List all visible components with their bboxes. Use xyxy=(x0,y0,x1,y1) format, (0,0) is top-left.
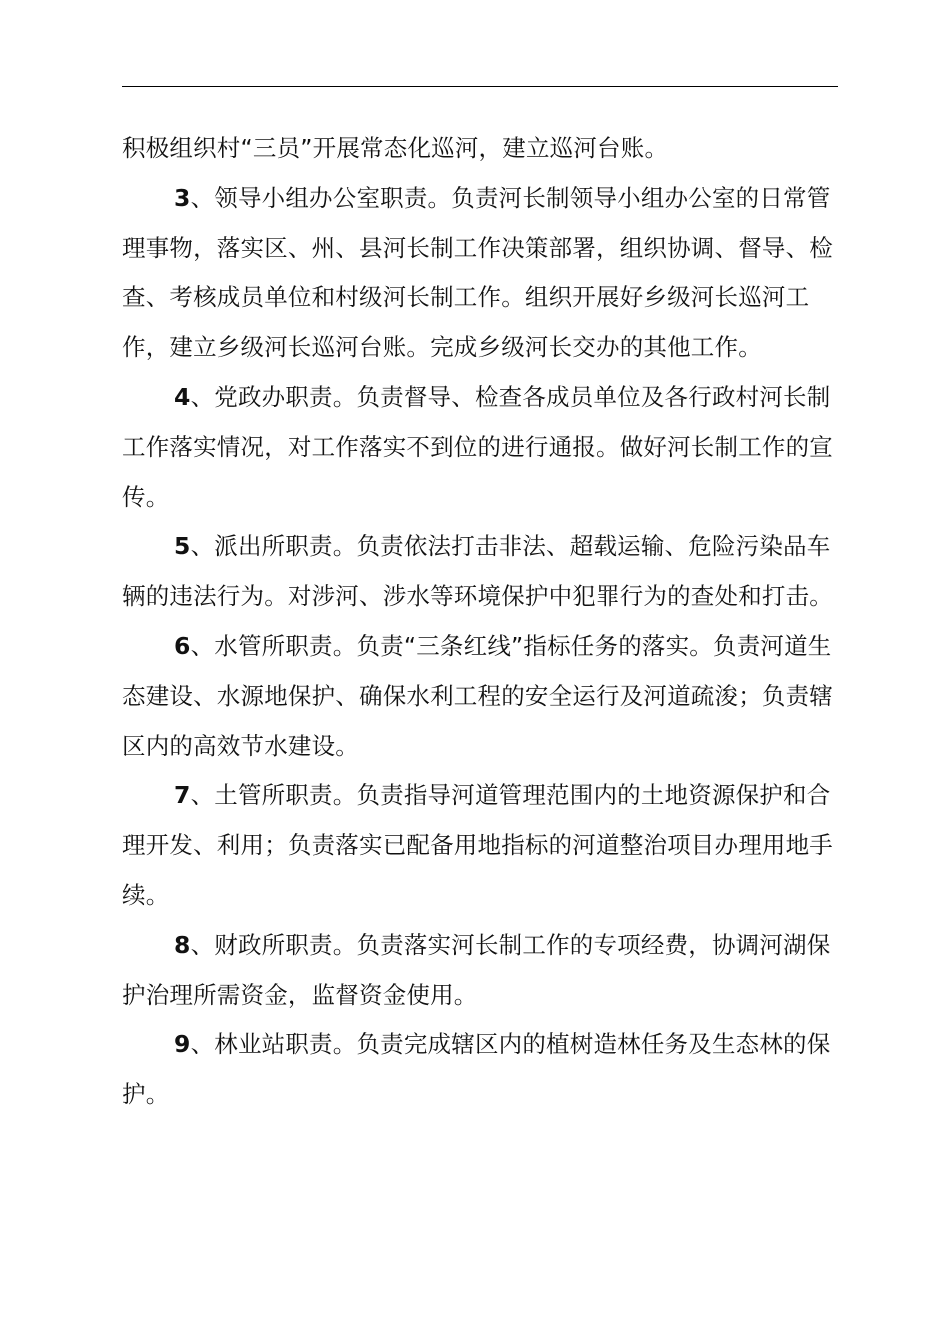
paragraph-item-4 xyxy=(122,373,848,522)
paragraph-text: 、林业站职责。负责完成辖区内的植树造林任务及生态林的保护。 xyxy=(122,1030,831,1109)
item-number: 5 xyxy=(174,532,191,561)
paragraph-continuation xyxy=(122,124,848,174)
document-body xyxy=(122,124,848,1120)
item-number: 6 xyxy=(174,631,191,660)
item-number: 8 xyxy=(174,930,191,959)
paragraph-text: 积极组织村“三员”开展常态化巡河，建立巡河台账。 xyxy=(122,134,669,162)
item-number: 3 xyxy=(174,183,191,212)
paragraph-text: 、水管所职责。负责“三条红线”指标任务的落实。负责河道生态建设、水源地保护、确保水利工程的安全运行及河道疏浚；负责辖区内的高效节水建设。 xyxy=(122,631,833,760)
paragraph-text: 、派出所职责。负责依法打击非法、超载运输、危险污染品车辆的违法行为。对涉河、涉水等环境保护中犯罪行为的查处和打击。 xyxy=(122,532,833,611)
item-number: 7 xyxy=(174,781,191,810)
paragraph-item-3 xyxy=(122,174,848,373)
paragraph-text: 、财政所职责。负责落实河长制工作的专项经费，协调河湖保护治理所需资金，监督资金使用。 xyxy=(122,930,831,1009)
header-rule xyxy=(122,86,838,87)
paragraph-item-8 xyxy=(122,921,848,1021)
item-number: 9 xyxy=(174,1030,191,1059)
paragraph-text: 、土管所职责。负责指导河道管理范围内的土地资源保护和合理开发、利用；负责落实已配备用地指标的河道整治项目办理用地手续。 xyxy=(122,781,833,909)
paragraph-item-6 xyxy=(122,622,848,771)
paragraph-item-7 xyxy=(122,771,848,920)
paragraph-text: 、领导小组办公室职责。负责河长制领导小组办公室的日常管理事物，落实区、州、县河长制工作决策部署，组织协调、督导、检查、考核成员单位和村级河长制工作。组织开展好乡级河长巡河工作，建立乡级河长巡河台账。完成乡级河长交办的其他工作。 xyxy=(122,183,833,362)
paragraph-text: 、党政办职责。负责督导、检查各成员单位及各行政村河长制工作落实情况，对工作落实不到位的进行通报。做好河长制工作的宣传。 xyxy=(122,382,833,511)
paragraph-item-5 xyxy=(122,522,848,622)
paragraph-item-9 xyxy=(122,1020,848,1120)
item-number: 4 xyxy=(174,382,191,411)
